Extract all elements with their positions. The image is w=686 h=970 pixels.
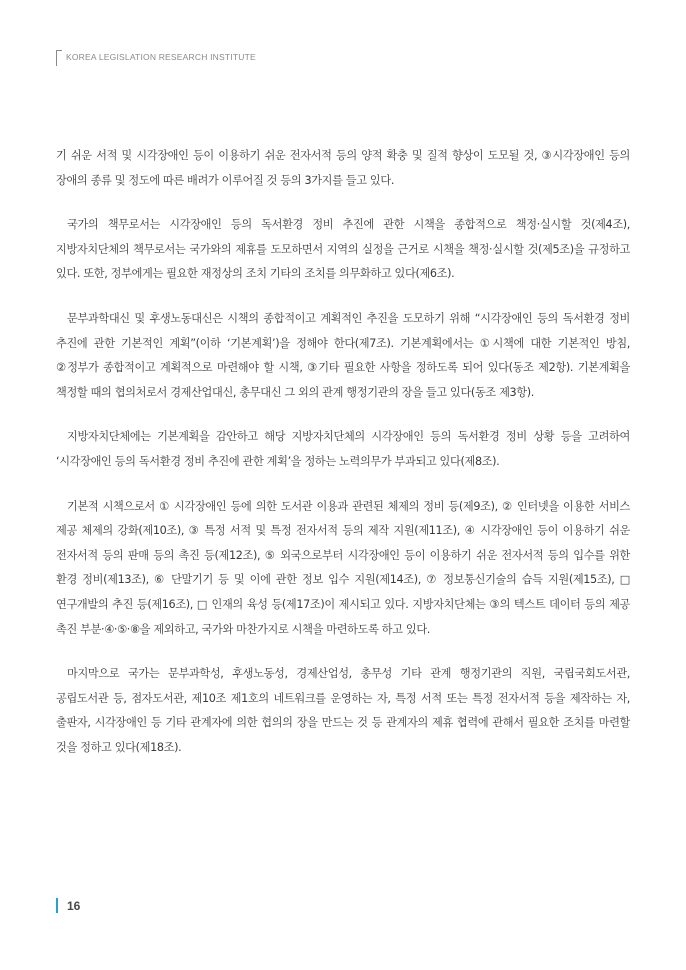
header-title: KOREA LEGISLATION RESEARCH INSTITUTE (66, 52, 256, 62)
paragraph-local-plan: 지방자치단체에는 기본계획을 감안하고 해당 지방자치단체의 시각장애인 등의 독서환경 정비 상황 등을 고려하여 ‘시각장애인 등의 독서환경 정비 추진에 관한 계획’을 정하는 노력의무가 부과되고 있다(제8조). (56, 430, 630, 468)
document-body (56, 144, 630, 780)
page-footer (56, 898, 80, 913)
paragraph-basic-measures: 기본적 시책으로서 ① 시각장애인 등에 의한 도서관 이용과 관련된 체제의 정비 등(제9조), ② 인터넷을 이용한 서비스 제공 체제의 강화(제10조), ③ 특정 서적 및 특정 전자서적 등의 제작 지원(제11조), ④ 시각장애인 등이 이용하기 쉬운 전자서적 등의 판매 등의 촉진 등(제12조), ⑤ 외국으로부터 시각장애인 등이 이용하기 쉬운 전자서적 등의 입수를 위한 환경 정비(제13조), ⑥ 단말기기 등 및 이에 관한 정보 입수 지원(제14조), ⑦ 정보통신기술의 습득 지원(제15조), □ 연구개발의 추진 등(제16조), □ 인재의 육성 등(제17조)이 제시되고 있다. 지방자치단체는 ③의 텍스트 데이터 등의 제공 촉진 부분·④·⑤·⑧을 제외하고, 국가와 마찬가지로 시책을 마련하도록 하고 있다. (56, 499, 630, 636)
paragraph-continuation: 기 쉬운 서적 및 시각장애인 등이 이용하기 쉬운 전자서적 등의 양적 확충 및 질적 향상이 도모될 것, ③시각장애인 등의 장애의 종류 및 정도에 따른 배려가 이루어질 것 등의 3가지를 들고 있다. (56, 149, 630, 187)
paragraph-national-duty: 국가의 책무로서는 시각장애인 등의 독서환경 정비 추진에 관한 시책을 종합적으로 책정·실시할 것(제4조), 지방자치단체의 책무로서는 국가와의 제휴를 도모하면서 지역의 실정을 근거로 시책을 책정·실시할 것(제5조)을 규정하고 있다. 또한, 정부에게는 필요한 재정상의 조치 기타의 조치를 의무화하고 있다(제6조). (56, 218, 630, 281)
bracket-mark-icon (56, 50, 62, 66)
paragraph-cooperation: 마지막으로 국가는 문부과학성, 후생노동성, 경제산업성, 총무성 기타 관계 행정기관의 직원, 국립국회도서관, 공립도서관 등, 점자도서관, 제10조 제1호의 네트워크를 운영하는 자, 특정 서적 또는 특정 전자서적 등을 제작하는 자, 출판자, 시각장애인 등 기타 관계자에 의한 협의의 장을 만드는 것 등 관계자의 제휴 협력에 관해서 필요한 조치를 마련할 것을 정하고 있다(제18조). (56, 667, 630, 754)
page-number: 16 (67, 898, 81, 913)
running-header (56, 48, 256, 66)
footer-accent-bar (56, 898, 58, 913)
paragraph-basic-plan: 문부과학대신 및 후생노동대신은 시책의 종합적이고 계획적인 추진을 도모하기 위해 “시각장애인 등의 독서환경 정비 추진에 관한 기본적인 계획”(이하 ‘기본계획’)을 정해야 한다(제7조). 기본계획에서는 ①시책에 대한 기본적인 방침, ②정부가 종합적이고 계획적으로 마련해야 할 시책, ③기타 필요한 사항을 정하도록 되어 있다(동조 제2항). 기본계획을 책정할 때의 협의처로서 경제산업대신, 총무대신 그 외의 관계 행정기관의 장을 들고 있다(동조 제3항). (56, 311, 630, 399)
